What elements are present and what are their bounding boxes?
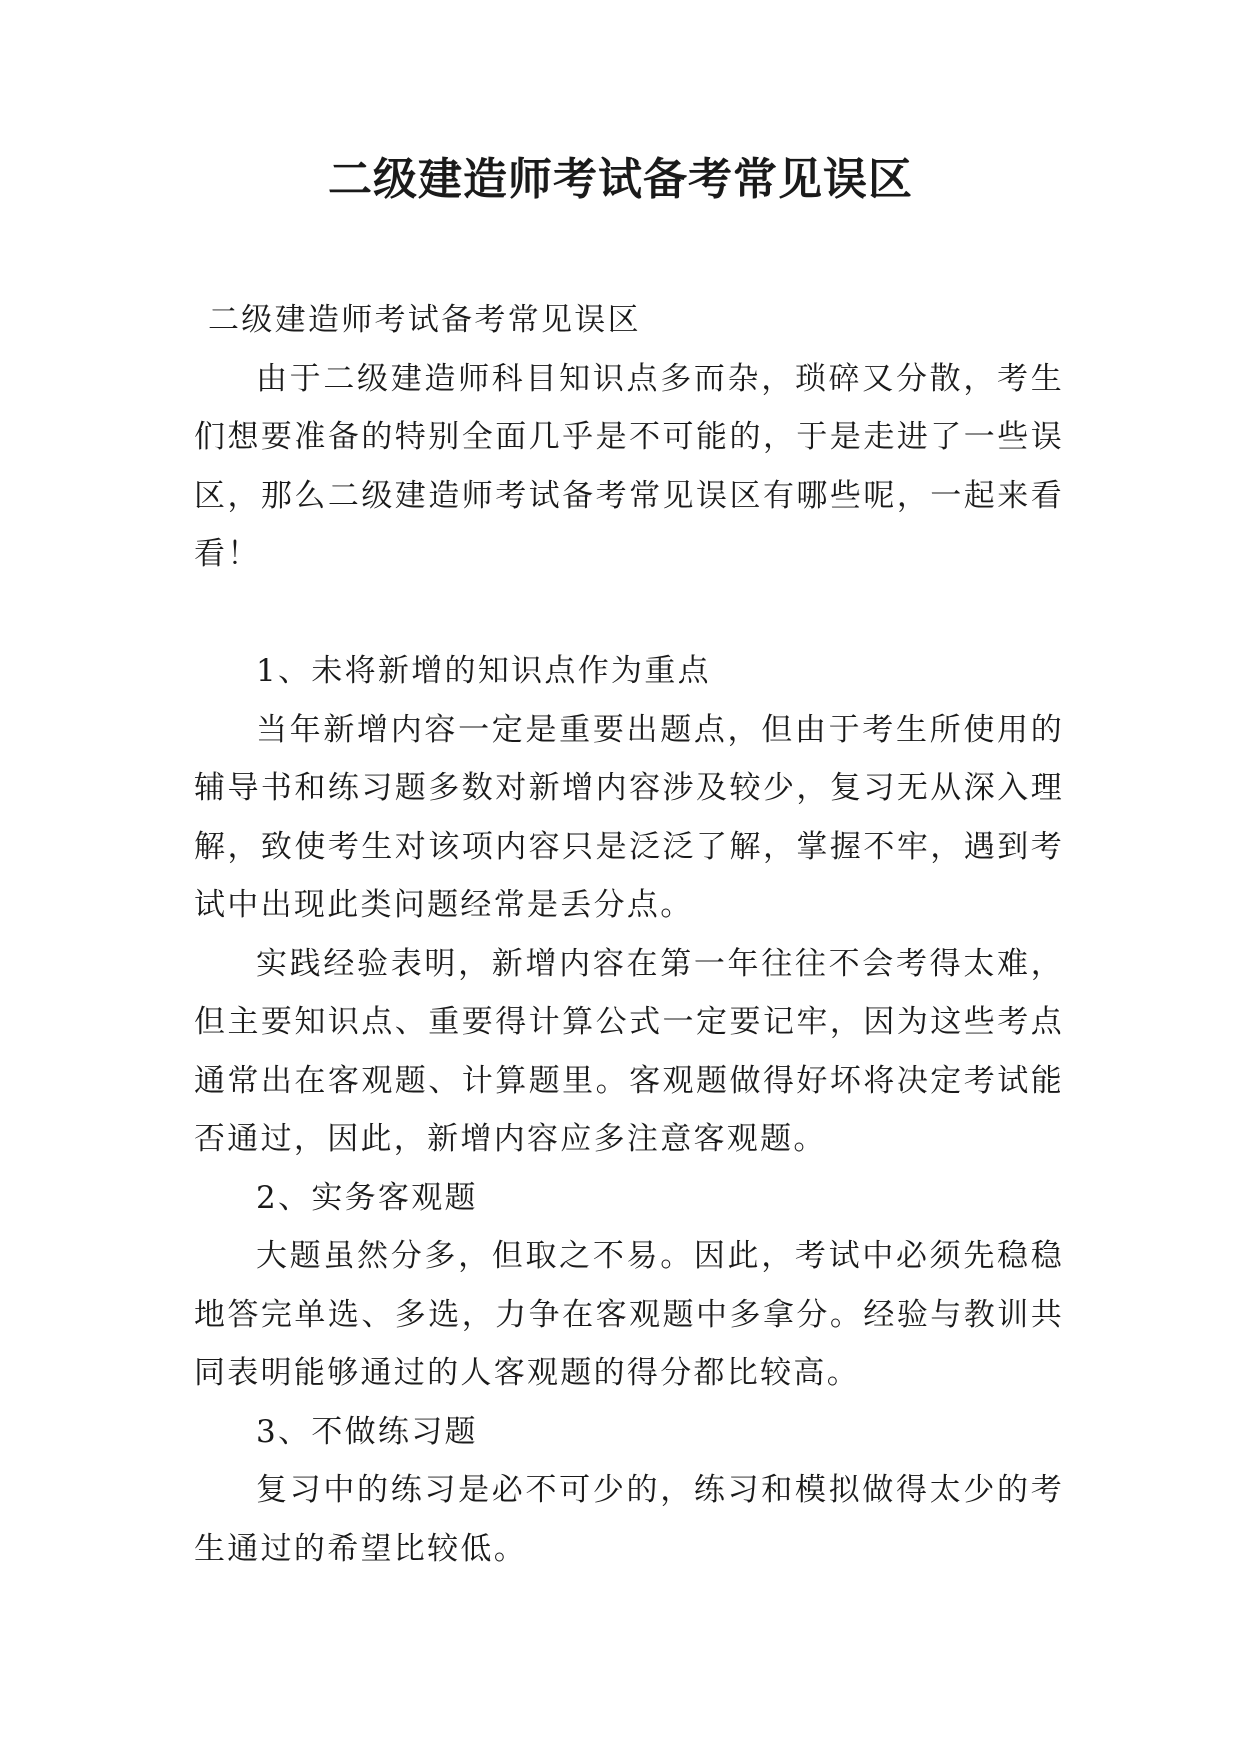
- section-heading-3: 3、不做练习题: [256, 1413, 478, 1450]
- section-2-paragraph-1: 大题虽然分多，但取之不易。因此，考试中必须先稳稳地答完单选、多选，力争在客观题中多拿分。经验与教训共同表明能够通过的人客观题的得分都比较高。: [194, 1238, 1064, 1391]
- section-1-paragraph-1: 当年新增内容一定是重要出题点，但由于考生所使用的辅导书和练习题多数对新增内容涉及较少，复习无从深入理解，致使考生对该项内容只是泛泛了解，掌握不牢，遇到考试中出现此类问题经常是丢分点。: [194, 711, 1064, 923]
- section-3-paragraph-1: 复习中的练习是必不可少的，练习和模拟做得太少的考生通过的希望比较低。: [194, 1472, 1064, 1567]
- blank-line: [194, 584, 1064, 643]
- document-body: [194, 291, 1064, 1578]
- section-heading-2: 2、实务客观题: [256, 1179, 478, 1216]
- intro-paragraph: 由于二级建造师科目知识点多而杂，琐碎又分散，考生们想要准备的特别全面几乎是不可能的，于是走进了一些误区，那么二级建造师考试备考常见误区有哪些呢，一起来看看！: [194, 360, 1064, 572]
- document-title: 二级建造师考试备考常见误区: [328, 154, 913, 205]
- section-heading-1: 1、未将新增的知识点作为重点: [256, 653, 711, 689]
- section-1-paragraph-2: 实践经验表明，新增内容在第一年往往不会考得太难，但主要知识点、重要得计算公式一定要记牢，因为这些考点通常出在客观题、计算题里。客观题做得好坏将决定考试能否通过，因此，新增内容应多注意客观题。: [194, 945, 1064, 1157]
- document-subtitle: 二级建造师考试备考常见误区: [208, 302, 641, 338]
